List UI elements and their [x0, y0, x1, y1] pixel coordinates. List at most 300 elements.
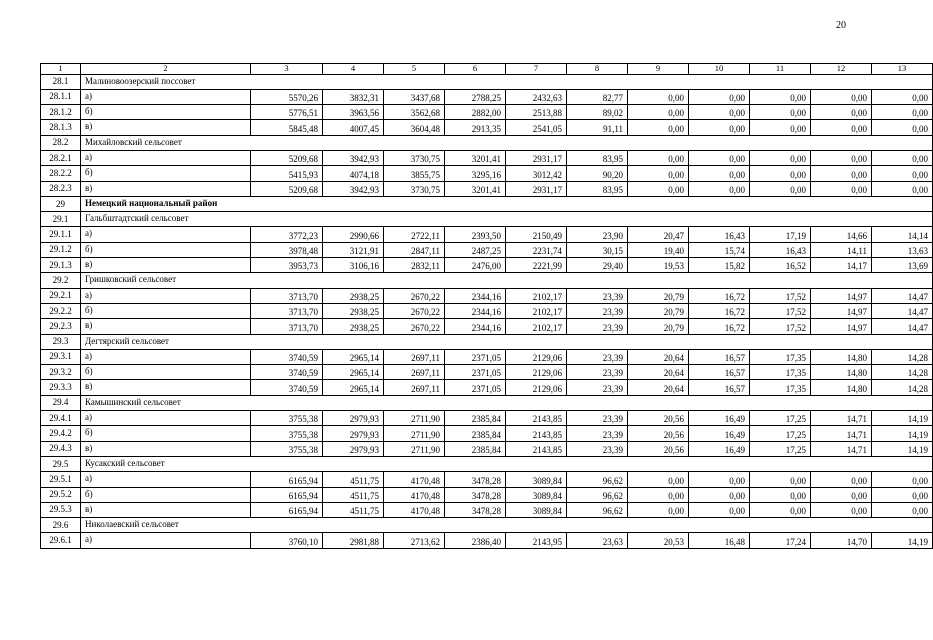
tariff-table — [40, 63, 933, 549]
value-cell: 20,79 — [628, 288, 689, 303]
value-cell: 17,25 — [750, 441, 811, 456]
value-cell: 3604,48 — [384, 120, 445, 135]
value-cell: 3740,59 — [251, 349, 323, 364]
row-variant-cell: в) — [81, 380, 251, 395]
value-cell: 17,25 — [750, 426, 811, 441]
value-cell: 3201,41 — [445, 181, 506, 196]
value-cell: 2711,90 — [384, 426, 445, 441]
value-cell: 2931,17 — [506, 181, 567, 196]
value-cell: 14,80 — [811, 365, 872, 380]
section-row — [41, 74, 933, 89]
value-cell: 5415,93 — [251, 166, 323, 181]
value-cell: 23,39 — [567, 441, 628, 456]
column-number-cell: 8 — [567, 64, 628, 75]
value-cell: 17,35 — [750, 349, 811, 364]
value-cell: 17,35 — [750, 380, 811, 395]
value-cell: 13,63 — [872, 242, 933, 257]
value-cell: 0,00 — [872, 105, 933, 120]
section-name-cell: Кусакский сельсовет — [81, 456, 933, 471]
table-row — [41, 533, 933, 548]
value-cell: 2371,05 — [445, 380, 506, 395]
column-number-cell: 9 — [628, 64, 689, 75]
table-row — [41, 105, 933, 120]
value-cell: 14,11 — [811, 242, 872, 257]
column-number-cell: 5 — [384, 64, 445, 75]
value-cell: 3978,48 — [251, 242, 323, 257]
value-cell: 2697,11 — [384, 380, 445, 395]
table-row — [41, 380, 933, 395]
value-cell: 2938,25 — [323, 303, 384, 318]
table-row — [41, 441, 933, 456]
row-code-cell: 29.3.2 — [41, 365, 81, 380]
section-name-cell: Николаевский сельсовет — [81, 518, 933, 533]
value-cell: 14,71 — [811, 426, 872, 441]
value-cell: 5570,26 — [251, 89, 323, 104]
value-cell: 3855,75 — [384, 166, 445, 181]
row-variant-cell: в) — [81, 258, 251, 273]
value-cell: 0,00 — [689, 150, 750, 165]
column-number-cell: 2 — [81, 64, 251, 75]
row-code-cell: 29.5.1 — [41, 472, 81, 487]
table-row — [41, 181, 933, 196]
value-cell: 0,00 — [811, 89, 872, 104]
value-cell: 23,63 — [567, 533, 628, 548]
value-cell: 17,19 — [750, 227, 811, 242]
value-cell: 0,00 — [750, 89, 811, 104]
value-cell: 23,39 — [567, 365, 628, 380]
value-cell: 14,97 — [811, 288, 872, 303]
section-name-cell: Камышинский сельсовет — [81, 395, 933, 410]
value-cell: 14,70 — [811, 533, 872, 548]
row-code-cell: 29.4.3 — [41, 441, 81, 456]
row-variant-cell: б) — [81, 365, 251, 380]
value-cell: 2385,84 — [445, 426, 506, 441]
value-cell: 96,62 — [567, 502, 628, 517]
value-cell: 3713,70 — [251, 303, 323, 318]
value-cell: 29,40 — [567, 258, 628, 273]
row-code-cell: 29.6.1 — [41, 533, 81, 548]
value-cell: 20,56 — [628, 441, 689, 456]
value-cell: 17,35 — [750, 365, 811, 380]
value-cell: 20,64 — [628, 349, 689, 364]
value-cell: 2143,85 — [506, 411, 567, 426]
value-cell: 0,00 — [872, 89, 933, 104]
value-cell: 14,14 — [872, 227, 933, 242]
value-cell: 3012,42 — [506, 166, 567, 181]
value-cell: 89,02 — [567, 105, 628, 120]
table-row — [41, 303, 933, 318]
value-cell: 23,39 — [567, 319, 628, 334]
row-variant-cell: а) — [81, 288, 251, 303]
value-cell: 6165,94 — [251, 472, 323, 487]
value-cell: 19,53 — [628, 258, 689, 273]
column-number-cell: 13 — [872, 64, 933, 75]
value-cell: 2432,63 — [506, 89, 567, 104]
page-number: 20 — [836, 20, 846, 31]
value-cell: 0,00 — [628, 105, 689, 120]
value-cell: 2476,00 — [445, 258, 506, 273]
value-cell: 16,72 — [689, 288, 750, 303]
value-cell: 17,52 — [750, 288, 811, 303]
value-cell: 5209,68 — [251, 181, 323, 196]
value-cell: 2129,06 — [506, 365, 567, 380]
value-cell: 5845,48 — [251, 120, 323, 135]
value-cell: 3740,59 — [251, 380, 323, 395]
value-cell: 15,82 — [689, 258, 750, 273]
value-cell: 4170,48 — [384, 502, 445, 517]
value-cell: 14,97 — [811, 303, 872, 318]
value-cell: 20,64 — [628, 365, 689, 380]
row-code-cell: 29.1.1 — [41, 227, 81, 242]
row-code-cell: 29.4.2 — [41, 426, 81, 441]
row-code-cell: 28.1.1 — [41, 89, 81, 104]
value-cell: 2371,05 — [445, 365, 506, 380]
column-number-cell: 6 — [445, 64, 506, 75]
value-cell: 13,69 — [872, 258, 933, 273]
value-cell: 2722,11 — [384, 227, 445, 242]
row-code-cell: 29.6 — [41, 518, 81, 533]
column-number-cell: 7 — [506, 64, 567, 75]
section-row — [41, 212, 933, 227]
value-cell: 3942,93 — [323, 150, 384, 165]
value-cell: 4170,48 — [384, 487, 445, 502]
value-cell: 16,52 — [750, 258, 811, 273]
value-cell: 2143,85 — [506, 426, 567, 441]
value-cell: 2713,62 — [384, 533, 445, 548]
value-cell: 2670,22 — [384, 319, 445, 334]
value-cell: 0,00 — [872, 487, 933, 502]
value-cell: 4007,45 — [323, 120, 384, 135]
value-cell: 4074,18 — [323, 166, 384, 181]
value-cell: 0,00 — [811, 487, 872, 502]
value-cell: 0,00 — [811, 472, 872, 487]
table-row — [41, 227, 933, 242]
value-cell: 23,39 — [567, 349, 628, 364]
value-cell: 3755,38 — [251, 441, 323, 456]
value-cell: 3478,28 — [445, 502, 506, 517]
value-cell: 2697,11 — [384, 365, 445, 380]
table-row — [41, 349, 933, 364]
section-row — [41, 273, 933, 288]
value-cell: 2102,17 — [506, 303, 567, 318]
value-cell: 2344,16 — [445, 288, 506, 303]
value-cell: 16,72 — [689, 303, 750, 318]
value-cell: 16,57 — [689, 380, 750, 395]
value-cell: 16,49 — [689, 426, 750, 441]
value-cell: 3562,68 — [384, 105, 445, 120]
row-variant-cell: б) — [81, 166, 251, 181]
row-code-cell: 28.2.2 — [41, 166, 81, 181]
value-cell: 23,39 — [567, 411, 628, 426]
value-cell: 16,48 — [689, 533, 750, 548]
row-code-cell: 28.2.1 — [41, 150, 81, 165]
value-cell: 0,00 — [628, 166, 689, 181]
row-variant-cell: б) — [81, 426, 251, 441]
value-cell: 0,00 — [750, 105, 811, 120]
row-code-cell: 29.2.2 — [41, 303, 81, 318]
value-cell: 0,00 — [872, 181, 933, 196]
value-cell: 19,40 — [628, 242, 689, 257]
value-cell: 4511,75 — [323, 472, 384, 487]
section-row — [41, 456, 933, 471]
value-cell: 3713,70 — [251, 288, 323, 303]
value-cell: 2344,16 — [445, 303, 506, 318]
value-cell: 4511,75 — [323, 502, 384, 517]
value-cell: 20,56 — [628, 426, 689, 441]
value-cell: 14,66 — [811, 227, 872, 242]
value-cell: 20,79 — [628, 303, 689, 318]
row-variant-cell: а) — [81, 227, 251, 242]
value-cell: 0,00 — [811, 181, 872, 196]
value-cell: 3730,75 — [384, 150, 445, 165]
value-cell: 3295,16 — [445, 166, 506, 181]
section-row — [41, 334, 933, 349]
value-cell: 5776,51 — [251, 105, 323, 120]
value-cell: 2102,17 — [506, 288, 567, 303]
value-cell: 3942,93 — [323, 181, 384, 196]
row-code-cell: 28.2 — [41, 135, 81, 150]
section-name-cell: Гришковский сельсовет — [81, 273, 933, 288]
value-cell: 14,28 — [872, 380, 933, 395]
value-cell: 2711,90 — [384, 411, 445, 426]
value-cell: 3713,70 — [251, 319, 323, 334]
row-variant-cell: б) — [81, 105, 251, 120]
row-variant-cell: в) — [81, 181, 251, 196]
value-cell: 2990,66 — [323, 227, 384, 242]
row-variant-cell: б) — [81, 487, 251, 502]
value-cell: 0,00 — [689, 105, 750, 120]
value-cell: 14,19 — [872, 411, 933, 426]
value-cell: 0,00 — [628, 181, 689, 196]
value-cell: 14,19 — [872, 426, 933, 441]
value-cell: 0,00 — [689, 181, 750, 196]
row-code-cell: 29.5 — [41, 456, 81, 471]
value-cell: 3089,84 — [506, 502, 567, 517]
value-cell: 17,52 — [750, 319, 811, 334]
value-cell: 0,00 — [628, 502, 689, 517]
row-variant-cell: б) — [81, 303, 251, 318]
value-cell: 16,57 — [689, 349, 750, 364]
table-row — [41, 150, 933, 165]
value-cell: 3755,38 — [251, 426, 323, 441]
value-cell: 2832,11 — [384, 258, 445, 273]
value-cell: 2965,14 — [323, 380, 384, 395]
column-number-cell: 10 — [689, 64, 750, 75]
row-variant-cell: а) — [81, 411, 251, 426]
value-cell: 14,80 — [811, 349, 872, 364]
value-cell: 23,39 — [567, 303, 628, 318]
value-cell: 3740,59 — [251, 365, 323, 380]
value-cell: 0,00 — [689, 487, 750, 502]
value-cell: 16,43 — [750, 242, 811, 257]
value-cell: 4511,75 — [323, 487, 384, 502]
value-cell: 2882,00 — [445, 105, 506, 120]
value-cell: 0,00 — [689, 502, 750, 517]
value-cell: 16,49 — [689, 411, 750, 426]
table-row — [41, 487, 933, 502]
value-cell: 3760,10 — [251, 533, 323, 548]
value-cell: 20,79 — [628, 319, 689, 334]
value-cell: 2913,35 — [445, 120, 506, 135]
value-cell: 20,47 — [628, 227, 689, 242]
value-cell: 14,97 — [811, 319, 872, 334]
row-code-cell: 29.1.2 — [41, 242, 81, 257]
row-code-cell: 29 — [41, 196, 81, 211]
value-cell: 23,39 — [567, 288, 628, 303]
row-code-cell: 29.1 — [41, 212, 81, 227]
section-row — [41, 135, 933, 150]
value-cell: 96,62 — [567, 487, 628, 502]
value-cell: 14,17 — [811, 258, 872, 273]
value-cell: 20,56 — [628, 411, 689, 426]
value-cell: 96,62 — [567, 472, 628, 487]
value-cell: 3089,84 — [506, 472, 567, 487]
value-cell: 83,95 — [567, 181, 628, 196]
value-cell: 14,28 — [872, 365, 933, 380]
table-row — [41, 411, 933, 426]
value-cell: 0,00 — [750, 166, 811, 181]
value-cell: 14,71 — [811, 411, 872, 426]
value-cell: 2221,99 — [506, 258, 567, 273]
value-cell: 0,00 — [628, 487, 689, 502]
column-number-cell: 1 — [41, 64, 81, 75]
value-cell: 14,71 — [811, 441, 872, 456]
row-code-cell: 28.1.2 — [41, 105, 81, 120]
row-code-cell: 29.2.3 — [41, 319, 81, 334]
value-cell: 2931,17 — [506, 150, 567, 165]
row-variant-cell: а) — [81, 533, 251, 548]
table-row — [41, 242, 933, 257]
value-cell: 3730,75 — [384, 181, 445, 196]
row-variant-cell: б) — [81, 242, 251, 257]
value-cell: 16,43 — [689, 227, 750, 242]
row-code-cell: 29.3.3 — [41, 380, 81, 395]
value-cell: 0,00 — [750, 120, 811, 135]
value-cell: 2385,84 — [445, 411, 506, 426]
value-cell: 0,00 — [811, 120, 872, 135]
value-cell: 2143,85 — [506, 441, 567, 456]
value-cell: 3755,38 — [251, 411, 323, 426]
value-cell: 17,52 — [750, 303, 811, 318]
value-cell: 3106,16 — [323, 258, 384, 273]
value-cell: 2711,90 — [384, 441, 445, 456]
value-cell: 0,00 — [750, 487, 811, 502]
value-cell: 3121,91 — [323, 242, 384, 257]
value-cell: 3772,23 — [251, 227, 323, 242]
value-cell: 0,00 — [689, 89, 750, 104]
row-variant-cell: а) — [81, 349, 251, 364]
value-cell: 0,00 — [628, 89, 689, 104]
value-cell: 3963,56 — [323, 105, 384, 120]
value-cell: 16,49 — [689, 441, 750, 456]
table-row — [41, 166, 933, 181]
value-cell: 2981,88 — [323, 533, 384, 548]
value-cell: 2513,88 — [506, 105, 567, 120]
value-cell: 17,25 — [750, 411, 811, 426]
table-row — [41, 365, 933, 380]
value-cell: 15,74 — [689, 242, 750, 257]
value-cell: 0,00 — [689, 472, 750, 487]
column-number-cell: 12 — [811, 64, 872, 75]
value-cell: 30,15 — [567, 242, 628, 257]
table-row — [41, 120, 933, 135]
value-cell: 2938,25 — [323, 288, 384, 303]
value-cell: 0,00 — [750, 502, 811, 517]
value-cell: 2979,93 — [323, 411, 384, 426]
value-cell: 0,00 — [872, 150, 933, 165]
column-number-cell: 11 — [750, 64, 811, 75]
value-cell: 0,00 — [872, 166, 933, 181]
value-cell: 23,39 — [567, 380, 628, 395]
row-code-cell: 29.4 — [41, 395, 81, 410]
value-cell: 3953,73 — [251, 258, 323, 273]
section-row — [41, 395, 933, 410]
value-cell: 6165,94 — [251, 487, 323, 502]
value-cell: 14,47 — [872, 303, 933, 318]
table-row — [41, 502, 933, 517]
value-cell: 2150,49 — [506, 227, 567, 242]
value-cell: 2788,25 — [445, 89, 506, 104]
value-cell: 3201,41 — [445, 150, 506, 165]
table-row — [41, 288, 933, 303]
value-cell: 2487,25 — [445, 242, 506, 257]
value-cell: 2965,14 — [323, 365, 384, 380]
value-cell: 83,95 — [567, 150, 628, 165]
value-cell: 3478,28 — [445, 472, 506, 487]
table-row — [41, 472, 933, 487]
value-cell: 3437,68 — [384, 89, 445, 104]
section-name-cell: Малиновоозерский поссовет — [81, 74, 933, 89]
value-cell: 2385,84 — [445, 441, 506, 456]
value-cell: 0,00 — [689, 166, 750, 181]
value-cell: 0,00 — [872, 502, 933, 517]
row-code-cell: 28.1 — [41, 74, 81, 89]
value-cell: 4170,48 — [384, 472, 445, 487]
value-cell: 0,00 — [750, 150, 811, 165]
value-cell: 0,00 — [750, 181, 811, 196]
value-cell: 0,00 — [628, 120, 689, 135]
value-cell: 2847,11 — [384, 242, 445, 257]
value-cell: 2102,17 — [506, 319, 567, 334]
value-cell: 16,72 — [689, 319, 750, 334]
row-code-cell: 29.3.1 — [41, 349, 81, 364]
value-cell: 2697,11 — [384, 349, 445, 364]
value-cell: 14,19 — [872, 533, 933, 548]
value-cell: 2129,06 — [506, 380, 567, 395]
row-code-cell: 28.1.3 — [41, 120, 81, 135]
value-cell: 2386,40 — [445, 533, 506, 548]
column-number-cell: 3 — [251, 64, 323, 75]
row-variant-cell: в) — [81, 319, 251, 334]
value-cell: 23,39 — [567, 426, 628, 441]
row-code-cell: 29.1.3 — [41, 258, 81, 273]
value-cell: 2965,14 — [323, 349, 384, 364]
value-cell: 2371,05 — [445, 349, 506, 364]
table-row — [41, 319, 933, 334]
row-code-cell: 29.2 — [41, 273, 81, 288]
value-cell: 6165,94 — [251, 502, 323, 517]
value-cell: 0,00 — [872, 120, 933, 135]
value-cell: 90,20 — [567, 166, 628, 181]
value-cell: 91,11 — [567, 120, 628, 135]
table-row — [41, 426, 933, 441]
value-cell: 2129,06 — [506, 349, 567, 364]
row-code-cell: 29.4.1 — [41, 411, 81, 426]
header-row — [41, 64, 933, 75]
value-cell: 20,53 — [628, 533, 689, 548]
value-cell: 17,24 — [750, 533, 811, 548]
value-cell: 14,47 — [872, 319, 933, 334]
